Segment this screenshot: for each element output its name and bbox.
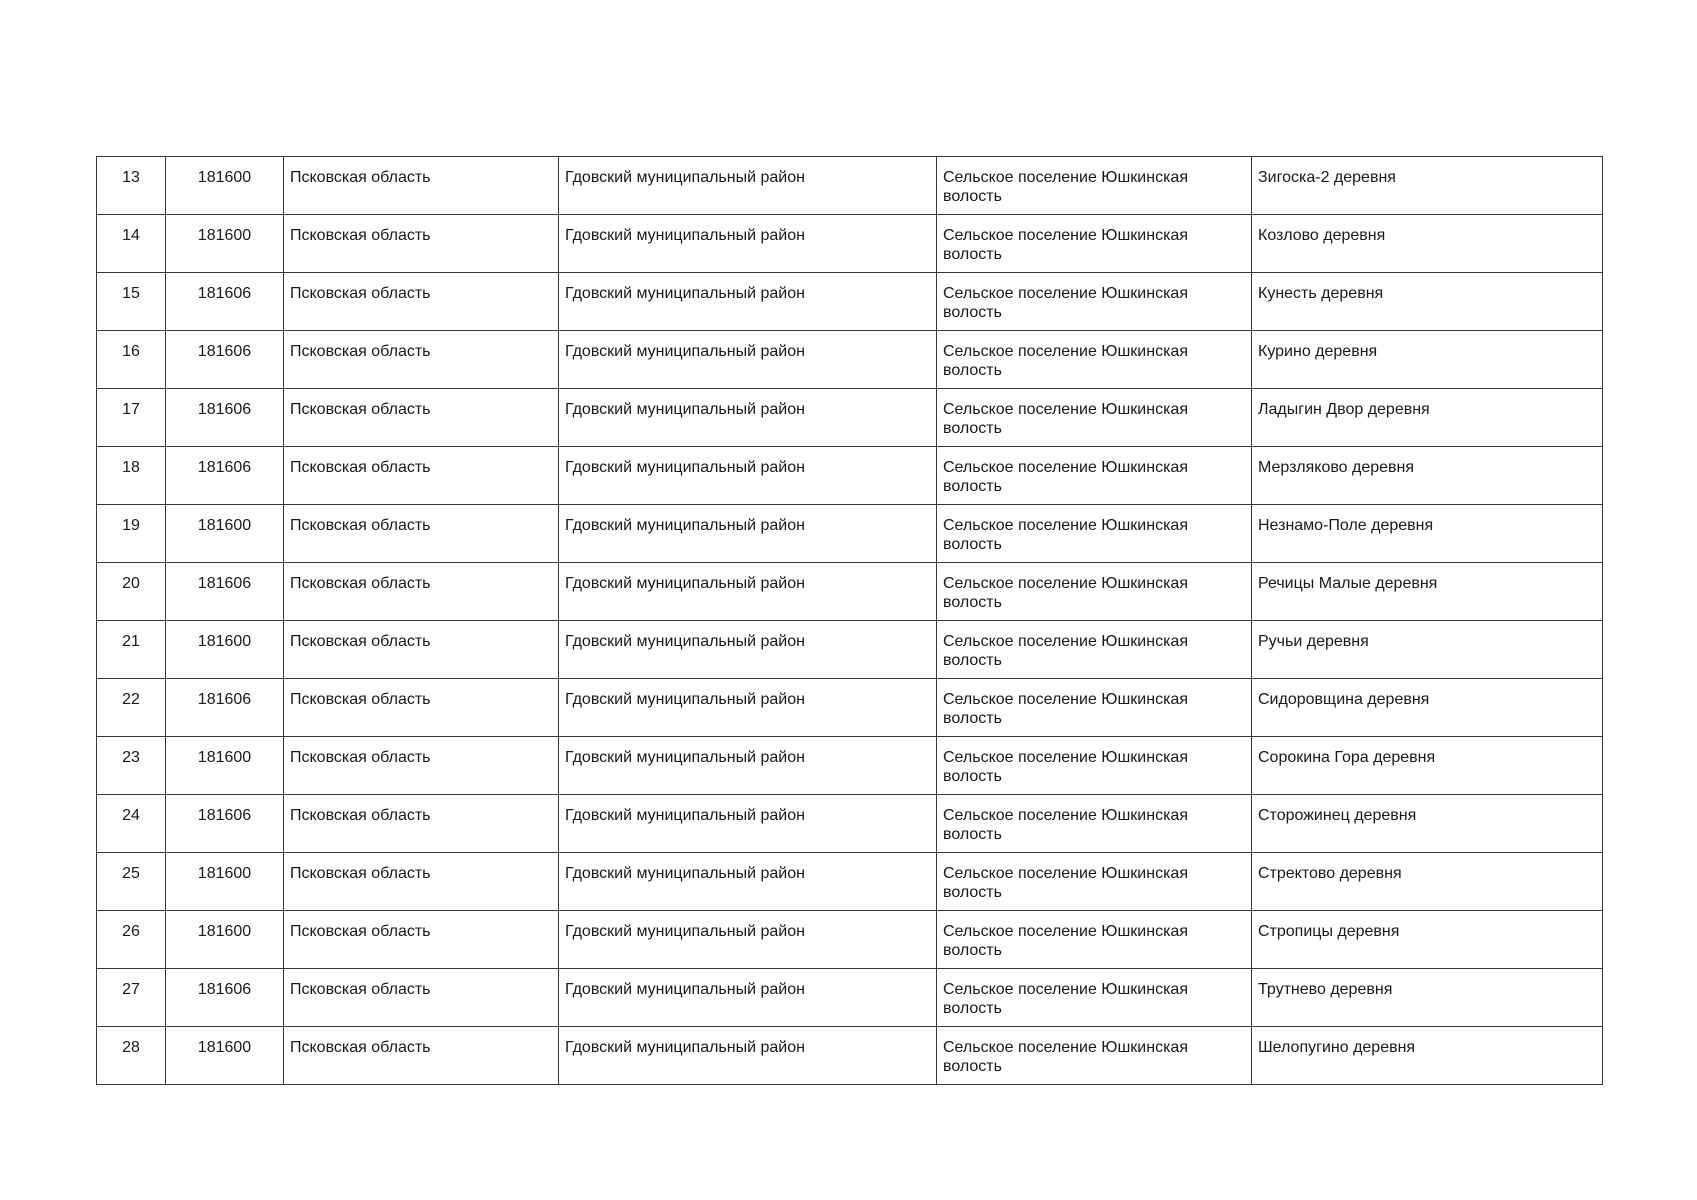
row-number-cell: 13 <box>97 157 166 215</box>
district-cell: Гдовский муниципальный район <box>559 157 937 215</box>
region-cell: Псковская область <box>284 621 559 679</box>
row-number-cell: 28 <box>97 1027 166 1085</box>
locality-cell: Зигоска-2 деревня <box>1252 157 1603 215</box>
district-cell: Гдовский муниципальный район <box>559 679 937 737</box>
postal-index-cell: 181606 <box>166 679 284 737</box>
district-cell: Гдовский муниципальный район <box>559 911 937 969</box>
district-cell: Гдовский муниципальный район <box>559 389 937 447</box>
row-number-cell: 15 <box>97 273 166 331</box>
table-row <box>97 273 1603 331</box>
table-row <box>97 969 1603 1027</box>
postal-index-cell: 181606 <box>166 563 284 621</box>
settlement-cell: Сельское поселение Юшкинская волость <box>937 273 1252 331</box>
region-cell: Псковская область <box>284 1027 559 1085</box>
settlement-cell: Сельское поселение Юшкинская волость <box>937 389 1252 447</box>
table-row <box>97 853 1603 911</box>
district-cell: Гдовский муниципальный район <box>559 563 937 621</box>
locality-cell: Сидоровщина деревня <box>1252 679 1603 737</box>
settlement-cell: Сельское поселение Юшкинская волость <box>937 737 1252 795</box>
locality-cell: Козлово деревня <box>1252 215 1603 273</box>
table-row <box>97 389 1603 447</box>
table-row <box>97 215 1603 273</box>
settlement-cell: Сельское поселение Юшкинская волость <box>937 331 1252 389</box>
district-cell: Гдовский муниципальный район <box>559 1027 937 1085</box>
district-cell: Гдовский муниципальный район <box>559 969 937 1027</box>
district-cell: Гдовский муниципальный район <box>559 331 937 389</box>
row-number-cell: 17 <box>97 389 166 447</box>
district-cell: Гдовский муниципальный район <box>559 737 937 795</box>
table-row <box>97 505 1603 563</box>
postal-index-cell: 181606 <box>166 389 284 447</box>
row-number-cell: 21 <box>97 621 166 679</box>
district-cell: Гдовский муниципальный район <box>559 273 937 331</box>
settlement-cell: Сельское поселение Юшкинская волость <box>937 563 1252 621</box>
postal-index-cell: 181600 <box>166 621 284 679</box>
district-cell: Гдовский муниципальный район <box>559 853 937 911</box>
settlement-cell: Сельское поселение Юшкинская волость <box>937 505 1252 563</box>
settlement-cell: Сельское поселение Юшкинская волость <box>937 447 1252 505</box>
region-cell: Псковская область <box>284 389 559 447</box>
locality-cell: Ручьи деревня <box>1252 621 1603 679</box>
postal-index-cell: 181600 <box>166 215 284 273</box>
locality-cell: Шелопугино деревня <box>1252 1027 1603 1085</box>
table-body <box>97 157 1603 1085</box>
row-number-cell: 24 <box>97 795 166 853</box>
row-number-cell: 27 <box>97 969 166 1027</box>
district-cell: Гдовский муниципальный район <box>559 447 937 505</box>
region-cell: Псковская область <box>284 505 559 563</box>
table-row <box>97 563 1603 621</box>
postal-index-cell: 181606 <box>166 447 284 505</box>
region-cell: Псковская область <box>284 795 559 853</box>
region-cell: Псковская область <box>284 563 559 621</box>
table-row <box>97 737 1603 795</box>
row-number-cell: 26 <box>97 911 166 969</box>
row-number-cell: 18 <box>97 447 166 505</box>
region-cell: Псковская область <box>284 331 559 389</box>
region-cell: Псковская область <box>284 911 559 969</box>
locality-cell: Стректово деревня <box>1252 853 1603 911</box>
settlement-cell: Сельское поселение Юшкинская волость <box>937 621 1252 679</box>
region-cell: Псковская область <box>284 679 559 737</box>
row-number-cell: 25 <box>97 853 166 911</box>
table-row <box>97 1027 1603 1085</box>
region-cell: Псковская область <box>284 157 559 215</box>
locality-cell: Кунесть деревня <box>1252 273 1603 331</box>
locality-cell: Сторожинец деревня <box>1252 795 1603 853</box>
postal-index-cell: 181606 <box>166 331 284 389</box>
region-cell: Псковская область <box>284 969 559 1027</box>
settlement-cell: Сельское поселение Юшкинская волость <box>937 215 1252 273</box>
locality-cell: Курино деревня <box>1252 331 1603 389</box>
table-row <box>97 795 1603 853</box>
region-cell: Псковская область <box>284 853 559 911</box>
district-cell: Гдовский муниципальный район <box>559 505 937 563</box>
locality-cell: Ладыгин Двор деревня <box>1252 389 1603 447</box>
row-number-cell: 23 <box>97 737 166 795</box>
table-row <box>97 621 1603 679</box>
row-number-cell: 14 <box>97 215 166 273</box>
district-cell: Гдовский муниципальный район <box>559 215 937 273</box>
table-row <box>97 331 1603 389</box>
table-row <box>97 447 1603 505</box>
row-number-cell: 19 <box>97 505 166 563</box>
row-number-cell: 16 <box>97 331 166 389</box>
locality-cell: Незнамо-Поле деревня <box>1252 505 1603 563</box>
settlement-cell: Сельское поселение Юшкинская волость <box>937 157 1252 215</box>
locality-cell: Речицы Малые деревня <box>1252 563 1603 621</box>
settlement-cell: Сельское поселение Юшкинская волость <box>937 853 1252 911</box>
postal-index-cell: 181606 <box>166 969 284 1027</box>
table-row <box>97 157 1603 215</box>
settlement-cell: Сельское поселение Юшкинская волость <box>937 795 1252 853</box>
district-cell: Гдовский муниципальный район <box>559 795 937 853</box>
region-cell: Псковская область <box>284 447 559 505</box>
postal-index-cell: 181600 <box>166 853 284 911</box>
locality-table <box>96 156 1603 1085</box>
postal-index-cell: 181600 <box>166 911 284 969</box>
table-row <box>97 911 1603 969</box>
table-row <box>97 679 1603 737</box>
postal-index-cell: 181600 <box>166 157 284 215</box>
locality-cell: Трутнево деревня <box>1252 969 1603 1027</box>
region-cell: Псковская область <box>284 737 559 795</box>
postal-index-cell: 181606 <box>166 273 284 331</box>
region-cell: Псковская область <box>284 273 559 331</box>
locality-cell: Мерзляково деревня <box>1252 447 1603 505</box>
locality-cell: Сорокина Гора деревня <box>1252 737 1603 795</box>
postal-index-cell: 181600 <box>166 1027 284 1085</box>
row-number-cell: 20 <box>97 563 166 621</box>
locality-cell: Стропицы деревня <box>1252 911 1603 969</box>
settlement-cell: Сельское поселение Юшкинская волость <box>937 1027 1252 1085</box>
postal-index-cell: 181600 <box>166 737 284 795</box>
settlement-cell: Сельское поселение Юшкинская волость <box>937 969 1252 1027</box>
postal-index-cell: 181600 <box>166 505 284 563</box>
settlement-cell: Сельское поселение Юшкинская волость <box>937 911 1252 969</box>
settlement-cell: Сельское поселение Юшкинская волость <box>937 679 1252 737</box>
postal-index-cell: 181606 <box>166 795 284 853</box>
region-cell: Псковская область <box>284 215 559 273</box>
row-number-cell: 22 <box>97 679 166 737</box>
district-cell: Гдовский муниципальный район <box>559 621 937 679</box>
